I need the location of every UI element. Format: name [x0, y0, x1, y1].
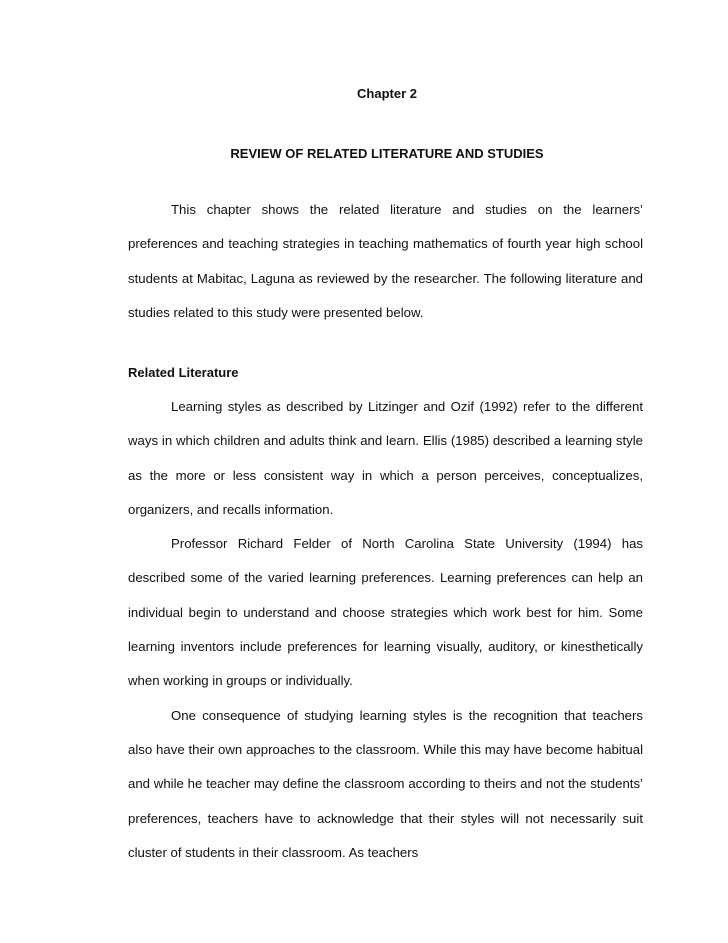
related-literature-section [128, 390, 643, 870]
related-literature-heading: Related Literature [128, 365, 239, 380]
literature-paragraph: One consequence of studying learning styles is the recognition that teachers also have their own approaches to the classroom. While this may have become habitual and while he teacher may define the classroom according to theirs and not the students’ preferences, teachers have to acknowledge that their styles will not necessarily suit cluster of students in their classroom. As teachers [128, 707, 643, 860]
literature-paragraph: Professor Richard Felder of North Carolina State University (1994) has described some of the varied learning preferences. Learning preferences can help an individual begin to understand and choose strategies which work best for him. Some learning inventors include preferences for learning visually, auditory, or kinesthetically when working in groups or individually. [128, 536, 643, 689]
chapter-title: REVIEW OF RELATED LITERATURE AND STUDIES [230, 146, 544, 161]
intro-section [128, 193, 643, 330]
chapter-label: Chapter 2 [357, 86, 417, 101]
literature-paragraph: Learning styles as described by Litzinger and Ozif (1992) refer to the different ways in which children and adults think and learn. Ellis (1985) described a learning style as the more or less consistent way in which a person perceives, conceptualizes, organizers, and recalls information. [128, 399, 643, 517]
intro-paragraph: This chapter shows the related literature and studies on the learners’ preferences and teaching strategies in teaching mathematics of fourth year high school students at Mabitac, Laguna as reviewed by the researcher. The following literature and studies related to this study were presented below. [128, 202, 643, 320]
